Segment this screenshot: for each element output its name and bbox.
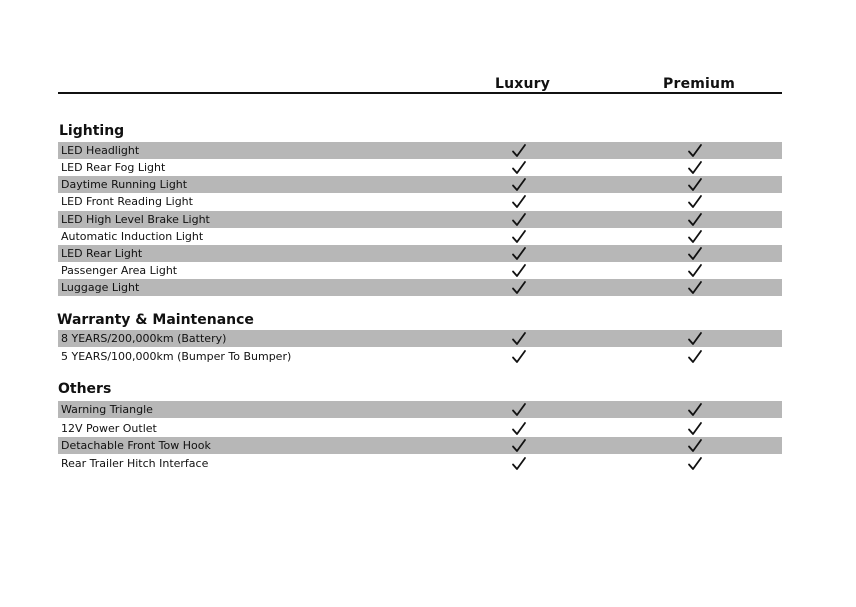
checkmark-icon [511,246,527,262]
column-header-premium: Premium [663,76,736,92]
table-row [58,262,782,279]
table-row [58,245,782,262]
checkmark-icon [687,349,703,365]
table-row [58,330,782,347]
checkmark-icon [511,421,527,437]
feature-label: LED Rear Light [61,247,143,260]
checkmark-icon [687,160,703,176]
checkmark-icon [511,229,527,245]
table-row [58,142,782,159]
checkmark-icon [687,212,703,228]
checkmark-icon [511,177,527,193]
feature-label: LED Headlight [61,144,140,157]
section-title: Warranty & Maintenance [57,312,254,328]
checkmark-icon [511,212,527,228]
feature-label: Luggage Light [61,281,140,294]
feature-label: LED Rear Fog Light [61,161,166,174]
feature-label: 5 YEARS/100,000km (Bumper To Bumper) [61,350,292,363]
checkmark-icon [687,246,703,262]
table-row [58,176,782,193]
checkmark-icon [687,229,703,245]
feature-label: Daytime Running Light [61,178,188,191]
checkmark-icon [511,402,527,418]
checkmark-icon [511,194,527,210]
checkmark-icon [687,331,703,347]
table-row [58,193,782,210]
checkmark-icon [511,438,527,454]
checkmark-icon [687,402,703,418]
table-row [58,159,782,176]
checkmark-icon [687,177,703,193]
checkmark-icon [687,280,703,296]
checkmark-icon [687,456,703,472]
checkmark-icon [687,143,703,159]
feature-label: Passenger Area Light [61,264,178,277]
checkmark-icon [511,456,527,472]
section-title: Others [58,381,112,397]
section-title: Lighting [59,123,125,139]
feature-label: Rear Trailer Hitch Interface [61,457,209,470]
checkmark-icon [687,421,703,437]
feature-label: 12V Power Outlet [61,422,157,435]
header-divider [58,92,782,94]
feature-label: LED High Level Brake Light [61,213,210,226]
feature-label: Detachable Front Tow Hook [61,439,211,452]
table-row [58,401,782,418]
checkmark-icon [511,143,527,159]
checkmark-icon [511,160,527,176]
checkmark-icon [511,349,527,365]
table-row [58,228,782,245]
table-row [58,455,782,472]
feature-label: LED Front Reading Light [61,195,193,208]
table-row [58,420,782,437]
table-row [58,437,782,454]
checkmark-icon [511,263,527,279]
checkmark-icon [687,438,703,454]
table-row [58,211,782,228]
column-header-luxury: Luxury [495,76,551,92]
checkmark-icon [511,280,527,296]
feature-label: Warning Triangle [61,403,153,416]
feature-label: Automatic Induction Light [61,230,204,243]
feature-label: 8 YEARS/200,000km (Battery) [61,332,227,345]
checkmark-icon [511,331,527,347]
table-row [58,279,782,296]
checkmark-icon [687,263,703,279]
checkmark-icon [687,194,703,210]
table-row [58,348,782,365]
